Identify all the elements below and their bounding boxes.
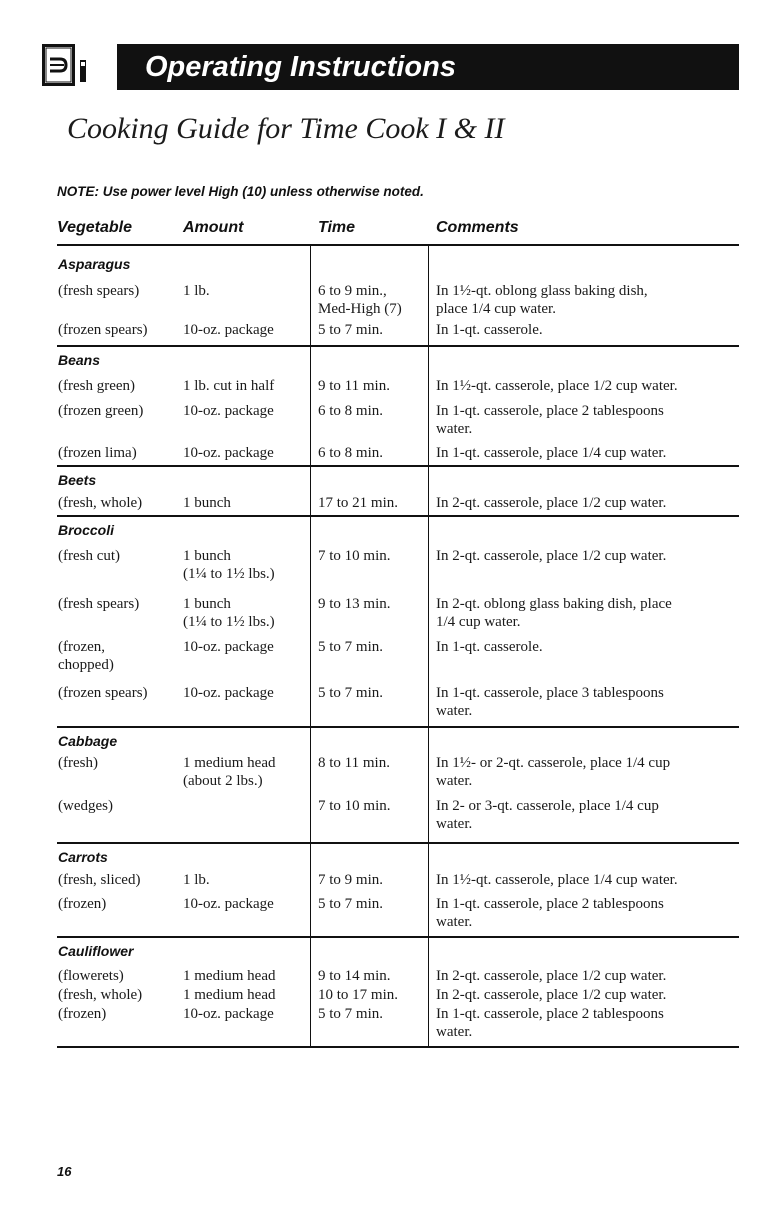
comment-cell: In 1-qt. casserole, place 2 tablespoons (436, 403, 664, 419)
amount-cell: 10-oz. package (183, 1006, 274, 1022)
section-divider (57, 465, 739, 467)
time-cell: Med-High (7) (318, 301, 402, 317)
comment-cell: 1/4 cup water. (436, 614, 521, 630)
vegetable-cell: (fresh, whole) (58, 495, 143, 511)
time-cell: 9 to 14 min. (318, 968, 391, 984)
vegetable-cell: (frozen spears) (58, 685, 148, 701)
vegetable-cell: (flowerets) (58, 968, 124, 984)
comment-cell: water. (436, 703, 473, 719)
time-column-divider (310, 246, 311, 1046)
comment-cell: In 1½-qt. casserole, place 1/4 cup water. (436, 872, 678, 888)
comment-cell: In 2-qt. casserole, place 1/2 cup water. (436, 495, 667, 511)
column-header-time: Time (318, 219, 356, 236)
column-header-vegetable: Vegetable (57, 219, 132, 236)
time-cell: 5 to 7 min. (318, 685, 384, 701)
section-divider (57, 515, 739, 517)
amount-cell: 1 medium head (183, 968, 276, 984)
comment-cell: In 2-qt. casserole, place 1/2 cup water. (436, 987, 667, 1003)
vegetable-cell: (frozen lima) (58, 445, 137, 461)
time-cell: 7 to 10 min. (318, 548, 391, 564)
time-cell: 5 to 7 min. (318, 1006, 384, 1022)
vegetable-cell: (fresh, whole) (58, 987, 143, 1003)
section-divider (57, 842, 739, 844)
category-cabbage: Cabbage (58, 733, 118, 749)
time-cell: 5 to 7 min. (318, 322, 384, 338)
comments-column-divider (428, 246, 429, 1046)
column-header-comments: Comments (436, 219, 519, 236)
section-divider (57, 936, 739, 938)
column-header-amount: Amount (183, 219, 244, 236)
comment-cell: water. (436, 914, 473, 930)
comment-cell: In 2-qt. casserole, place 1/2 cup water. (436, 968, 667, 984)
comment-cell: In 1½-qt. oblong glass baking dish, (436, 283, 648, 299)
vegetable-cell: (fresh cut) (58, 548, 121, 564)
time-cell: 10 to 17 min. (318, 987, 399, 1003)
time-cell: 9 to 11 min. (318, 378, 390, 394)
comment-cell: water. (436, 773, 473, 789)
time-cell: 6 to 8 min. (318, 403, 384, 419)
comment-cell: In 1½-qt. casserole, place 1/2 cup water. (436, 378, 678, 394)
comment-cell: In 1-qt. casserole. (436, 639, 543, 655)
amount-cell: 1 bunch (183, 495, 231, 511)
amount-cell: (about 2 lbs.) (183, 773, 263, 789)
comment-cell: In 2- or 3-qt. casserole, place 1/4 cup (436, 798, 659, 814)
comment-cell: place 1/4 cup water. (436, 301, 556, 317)
category-beets: Beets (58, 472, 97, 488)
time-cell: 6 to 8 min. (318, 445, 384, 461)
comment-cell: water. (436, 421, 473, 437)
microwave-door-icon (42, 44, 90, 86)
comment-cell: water. (436, 1024, 473, 1040)
amount-cell: 10-oz. package (183, 322, 274, 338)
time-cell: 6 to 9 min., (318, 283, 387, 299)
comment-cell: water. (436, 816, 473, 832)
comment-cell: In 1-qt. casserole. (436, 322, 543, 338)
table-header-rule (57, 244, 739, 246)
category-asparagus: Asparagus (58, 256, 131, 272)
vegetable-cell: (frozen green) (58, 403, 144, 419)
amount-cell: 1 lb. cut in half (183, 378, 275, 394)
time-cell: 9 to 13 min. (318, 596, 391, 612)
comment-cell: In 2-qt. casserole, place 1/2 cup water. (436, 548, 667, 564)
amount-cell: 1 bunch (183, 548, 231, 564)
vegetable-cell: (frozen, (58, 639, 106, 655)
section-divider (57, 726, 739, 728)
category-beans: Beans (58, 352, 101, 368)
vegetable-cell: (fresh spears) (58, 596, 140, 612)
vegetable-cell: (wedges) (58, 798, 113, 814)
time-cell: 5 to 7 min. (318, 639, 384, 655)
category-cauliflower: Cauliflower (58, 943, 134, 959)
comment-cell: In 1½- or 2-qt. casserole, place 1/4 cup (436, 755, 671, 771)
amount-cell: 10-oz. package (183, 445, 274, 461)
amount-cell: 10-oz. package (183, 639, 274, 655)
amount-cell: 1 lb. (183, 872, 210, 888)
amount-cell: 1 medium head (183, 755, 276, 771)
cooking-guide-title: Cooking Guide for Time Cook I & II (67, 112, 505, 145)
time-cell: 17 to 21 min. (318, 495, 399, 511)
vegetable-cell: (frozen spears) (58, 322, 148, 338)
comment-cell: In 1-qt. casserole, place 3 tablespoons (436, 685, 664, 701)
page-header-title: Operating Instructions (117, 44, 739, 90)
time-cell: 7 to 9 min. (318, 872, 384, 888)
vegetable-cell: (frozen) (58, 1006, 107, 1022)
amount-cell: 1 bunch (183, 596, 231, 612)
amount-cell: 1 medium head (183, 987, 276, 1003)
category-broccoli: Broccoli (58, 522, 115, 538)
amount-cell: 10-oz. package (183, 403, 274, 419)
vegetable-cell: (fresh) (58, 755, 98, 771)
vegetable-cell: chopped) (58, 657, 114, 673)
category-carrots: Carrots (58, 849, 108, 865)
amount-cell: (1¼ to 1½ lbs.) (183, 614, 275, 630)
vegetable-cell: (frozen) (58, 896, 107, 912)
comment-cell: In 1-qt. casserole, place 2 tablespoons (436, 1006, 664, 1022)
power-level-note: NOTE: Use power level High (10) unless otherwise noted. (57, 184, 424, 199)
section-divider (57, 345, 739, 347)
amount-cell: (1¼ to 1½ lbs.) (183, 566, 275, 582)
time-cell: 8 to 11 min. (318, 755, 390, 771)
amount-cell: 10-oz. package (183, 685, 274, 701)
vegetable-cell: (fresh, sliced) (58, 872, 141, 888)
time-cell: 5 to 7 min. (318, 896, 384, 912)
table-bottom-rule (57, 1046, 739, 1048)
comment-cell: In 1-qt. casserole, place 2 tablespoons (436, 896, 664, 912)
comment-cell: In 1-qt. casserole, place 1/4 cup water. (436, 445, 667, 461)
page-number: 16 (57, 1164, 72, 1179)
time-cell: 7 to 10 min. (318, 798, 391, 814)
comment-cell: In 2-qt. oblong glass baking dish, place (436, 596, 672, 612)
amount-cell: 1 lb. (183, 283, 210, 299)
vegetable-cell: (fresh green) (58, 378, 136, 394)
vegetable-cell: (fresh spears) (58, 283, 140, 299)
amount-cell: 10-oz. package (183, 896, 274, 912)
